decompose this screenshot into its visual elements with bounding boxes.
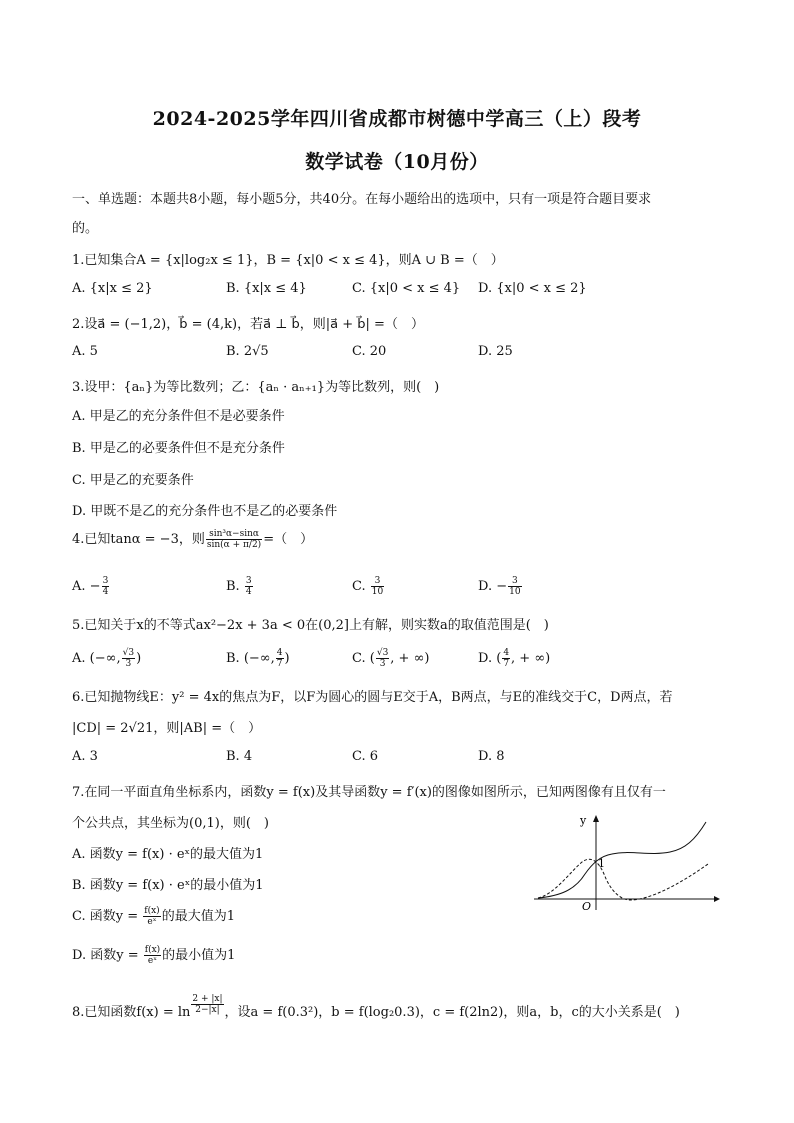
q1-option-d: D. {x|0 < x ≤ 2}: [478, 281, 587, 296]
option-post: 的最小值为1: [162, 948, 236, 963]
q4-option-b: [226, 576, 254, 597]
q4-stem-suffix: =（ ）: [263, 532, 314, 547]
option-post: ): [284, 651, 290, 666]
frac-num: f(x): [144, 945, 161, 955]
q2-option-c: C. 20: [352, 344, 387, 359]
frac-num: 3: [102, 576, 109, 586]
frac-num: √3: [122, 648, 135, 658]
q3-option-c: C. 甲是乙的充要条件: [72, 473, 194, 488]
q4-stem-prefix: 4.已知tanα = −3，则: [72, 532, 205, 547]
question-2-stem: 2.设a⃗ = (−1,2)，b⃗ = (4,k)，若a⃗ ⊥ b⃗，则|a⃗ + b⃗| =（ ）: [72, 317, 424, 332]
q7-option-c: [72, 905, 235, 927]
option-pre: D. 函数y =: [72, 948, 143, 963]
exam-subtitle: 数学试卷（10月份）: [305, 151, 489, 173]
q2-option-d: D. 25: [478, 344, 513, 359]
q8-fraction: [191, 994, 223, 1015]
option-letter: B.: [226, 651, 244, 666]
q5-option-d: [478, 648, 550, 669]
option-post: 的最大值为1: [161, 909, 235, 924]
question-7-stem-cont: 个公共点，其坐标为(0,1)，则( ): [72, 816, 269, 831]
question-7-stem: 7.在同一平面直角坐标系内，函数y = f(x)及其导函数y = f′(x)的图像如图所示，已知两图像有且仅有一: [72, 785, 666, 800]
option-sign: −: [496, 579, 508, 594]
option-fraction: [102, 576, 110, 597]
q5-option-a: [72, 648, 141, 669]
question-6-stem: 6.已知抛物线E：y² = 4x的焦点为F，以F为圆心的圆与E交于A，B两点，与E的准线交于C，D两点，若: [72, 690, 673, 705]
frac-num: 4: [276, 648, 283, 658]
frac-den: 3: [379, 659, 386, 669]
option-post: , + ∞): [511, 651, 551, 666]
q3-option-b: B. 甲是乙的必要条件但不是充分条件: [72, 441, 285, 456]
option-pre: (−∞,: [243, 651, 275, 666]
option-pre: (: [496, 651, 502, 666]
intersection-label: 1: [598, 857, 605, 870]
q6-option-c: C. 6: [352, 749, 379, 764]
frac-den: 7: [503, 659, 510, 669]
option-fraction: [144, 945, 161, 966]
option-letter: A.: [72, 651, 90, 666]
exam-title: 2024-2025学年四川省成都市树德中学高三（上）段考: [152, 108, 642, 130]
frac-den: eˣ: [147, 917, 157, 927]
q2-option-a: A. 5: [72, 344, 98, 359]
frac-num: 3: [508, 576, 521, 587]
q3-option-d: D. 甲既不是乙的充分条件也不是乙的必要条件: [72, 504, 338, 519]
q6-option-d: D. 8: [478, 749, 505, 764]
option-fraction: [122, 648, 135, 669]
section-intro: 一、单选题：本题共8小题，每小题5分，共40分。在每小题给出的选项中，只有一项是符合题目要求: [72, 192, 652, 207]
frac-num: √3: [376, 648, 389, 658]
q8-frac-denominator: 2−|x|: [195, 1005, 220, 1015]
curve-f: [538, 822, 706, 898]
q8-stem-prefix: 8.已知函数f(x) = ln: [72, 1005, 191, 1020]
option-letter: C.: [352, 651, 370, 666]
option-post: ): [136, 651, 142, 666]
function-graph: [530, 812, 720, 912]
option-fraction: [508, 576, 521, 597]
frac-num: 3: [245, 576, 252, 586]
q4-option-d: [478, 576, 523, 597]
question-5-stem: 5.已知关于x的不等式ax²−2x + 3a < 0在(0,2]上有解，则实数a的取值范围是( ): [72, 618, 549, 633]
option-fraction: [371, 576, 384, 597]
option-letter: B.: [226, 579, 244, 594]
frac-num: 3: [371, 576, 384, 587]
option-sign: −: [89, 579, 101, 594]
frac-den: eˣ: [147, 956, 158, 966]
option-letter: D.: [478, 579, 497, 594]
question-3-stem: 3.设甲：{aₙ}为等比数列；乙：{aₙ · aₙ₊₁}为等比数列，则( ): [72, 380, 440, 395]
q1-option-b: B. {x|x ≤ 4}: [226, 281, 307, 296]
option-post: , + ∞): [390, 651, 430, 666]
x-axis-arrow: [714, 896, 720, 902]
q5-option-c: [352, 648, 430, 669]
option-letter: A.: [72, 579, 90, 594]
q8-frac-numerator: 2 + |x|: [192, 994, 223, 1004]
question-6-stem-cont: |CD| = 2√21，则|AB| =（ ）: [72, 721, 262, 736]
q7-option-b: B. 函数y = f(x) · eˣ的最小值为1: [72, 878, 264, 893]
option-pre: (: [369, 651, 375, 666]
option-fraction: [245, 576, 253, 597]
frac-den: 7: [276, 659, 283, 669]
frac-num: f(x): [144, 906, 160, 916]
frac-den: 10: [509, 587, 521, 597]
q7-option-a: A. 函数y = f(x) · eˣ的最大值为1: [72, 847, 264, 862]
frac-num: 4: [503, 648, 510, 658]
q1-option-c: C. {x|0 < x ≤ 4}: [352, 281, 461, 296]
y-axis-label: y: [580, 814, 587, 827]
option-fraction: [376, 648, 389, 669]
q4-frac-denominator: sin(α + π/2): [206, 540, 262, 550]
q2-option-b: B. 2√5: [226, 344, 269, 359]
q4-option-c: [352, 576, 385, 597]
option-letter: D.: [478, 651, 497, 666]
q4-fraction: [206, 529, 262, 550]
frac-den: 4: [245, 587, 252, 597]
option-pre: C. 函数y =: [72, 909, 143, 924]
q5-option-b: [226, 648, 290, 669]
option-pre: (−∞,: [89, 651, 121, 666]
section-intro-cont: 的。: [72, 221, 99, 236]
q4-frac-numerator: sin³α−sinα: [206, 529, 262, 540]
frac-den: 10: [371, 587, 384, 597]
q8-stem-suffix: ，设a = f(0.3²)，b = f(log₂0.3)，c = f(2ln2)，则a，b，c的大小关系是( ): [224, 1005, 680, 1020]
question-1-stem: 1.已知集合A = {x|log₂x ≤ 1}，B = {x|0 < x ≤ 4}，则A ∪ B =（ ）: [72, 253, 504, 268]
q6-option-b: B. 4: [226, 749, 253, 764]
option-fraction: [143, 906, 160, 927]
q3-option-a: A. 甲是乙的充分条件但不是必要条件: [72, 409, 285, 424]
question-4-stem: [72, 528, 313, 550]
q6-option-a: A. 3: [72, 749, 98, 764]
curve-f-prime: [538, 859, 708, 900]
q7-option-d: [72, 944, 235, 966]
q4-option-a: [72, 576, 110, 597]
y-axis-arrow: [593, 815, 599, 822]
question-8-stem: [72, 994, 680, 1020]
option-fraction: [276, 648, 284, 669]
q1-option-a: A. {x|x ≤ 2}: [72, 281, 153, 296]
frac-den: 4: [102, 587, 109, 597]
option-fraction: [502, 648, 510, 669]
origin-label: O: [582, 900, 592, 912]
option-letter: C.: [352, 579, 370, 594]
frac-den: 3: [125, 659, 132, 669]
